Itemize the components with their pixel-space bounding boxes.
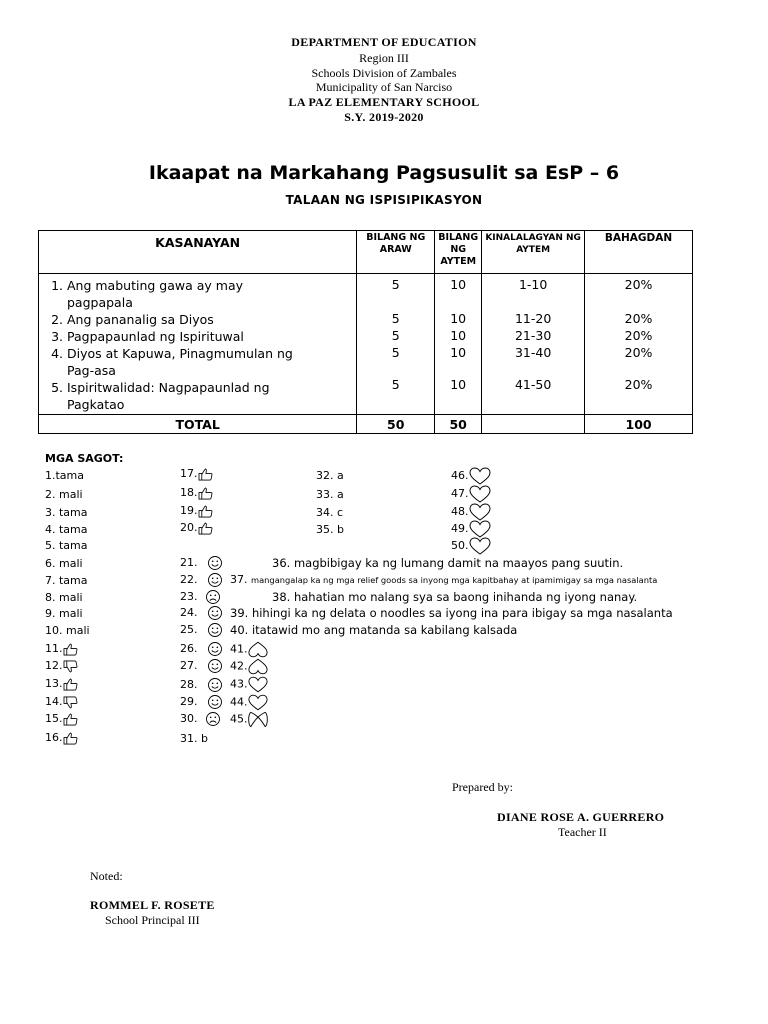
answer-40: 40. itatawid mo ang matanda sa kabilang kalsada [230, 623, 518, 637]
answer-9: 9. mali [45, 607, 83, 620]
answer-1: 1.tama [45, 469, 85, 482]
answer-36: 36. magbibigay ka ng lumang damit na maayos pang suutin. [272, 556, 624, 570]
heart-icon [469, 467, 491, 485]
answer-6: 6. mali [45, 557, 83, 570]
header-kinalalagyan: KINALALAGYAN NG AYTEM [482, 231, 585, 274]
aytem-cell: 10 10 10 10 10 [435, 274, 482, 415]
header-kasanayan: KASANAYAN [39, 231, 357, 274]
answer-25: 25. [180, 622, 223, 638]
department-heading: DEPARTMENT OF EDUCATION [291, 35, 477, 49]
answer-38: 38. hahatian mo nalang sya sa baong inihanda ng iyong nanay. [272, 590, 638, 604]
header-bilang-aytem: BILANG NG AYTEM [435, 231, 482, 274]
principal-title: School Principal III [105, 913, 200, 927]
answer-42: 42. [230, 658, 268, 675]
total-aytem: 50 [435, 415, 482, 434]
answer-43: 43. [230, 676, 268, 693]
heart-icon [469, 520, 491, 538]
answer-46: 46. [451, 467, 491, 485]
answer-4: 4. tama [45, 523, 88, 536]
answer-21: 21. [180, 555, 223, 571]
specification-table [38, 230, 693, 434]
answer-8: 8. mali [45, 591, 83, 604]
skill-item: 5. Ispiritwalidad: Nagpapaunlad ng Pagkatao [51, 380, 270, 412]
exam-title: Ikaapat na Markahang Pagsusulit sa EsP – 6 [148, 162, 620, 184]
answer-32: 32. a [316, 469, 344, 482]
answer-31: 31. b [180, 732, 208, 745]
total-bahagdan: 100 [585, 415, 693, 434]
answer-13: 13. [45, 677, 78, 691]
smiley-icon [207, 622, 223, 638]
division-text: Schools Division of Zambales [311, 66, 457, 80]
table-body-row [39, 274, 693, 415]
school-name: LA PAZ ELEMENTARY SCHOOL [288, 95, 480, 109]
thumbs-up-icon [63, 713, 78, 726]
prepared-by-label: Prepared by: [452, 780, 513, 794]
thumbs-up-icon [198, 505, 213, 518]
frown-icon [205, 711, 221, 727]
table-header-row [39, 231, 693, 274]
skill-item: 2. Ang pananalig sa Diyos [51, 312, 214, 327]
smiley-icon [207, 677, 223, 693]
smiley-icon [207, 555, 223, 571]
smiley-icon [207, 694, 223, 710]
answer-50: 50. [451, 537, 491, 555]
answer-35: 35. b [316, 523, 344, 536]
heart-icon [248, 676, 268, 693]
thumbs-up-icon [198, 487, 213, 500]
municipality-text: Municipality of San Narciso [315, 80, 453, 94]
thumbs-down-icon [63, 696, 78, 709]
header-bilang-araw: BILANG NG ARAW [357, 231, 435, 274]
answer-24: 24. [180, 605, 223, 621]
heart-icon [469, 485, 491, 503]
answer-16: 16. [45, 731, 78, 745]
bahagdan-cell: 20% 20% 20% 20% 20% [585, 274, 693, 415]
thumbs-down-icon [63, 660, 78, 673]
answer-7: 7. tama [45, 574, 88, 587]
answer-5: 5. tama [45, 539, 88, 552]
answer-14: 14. [45, 695, 78, 709]
heart-icon [469, 503, 491, 521]
answer-37: 37. mangangalap ka ng mga relief goods sa inyong mga kapitbahay at ipamimigay sa mga nasalanta [230, 573, 658, 586]
answer-17: 17. [180, 467, 213, 481]
thumbs-up-icon [63, 732, 78, 745]
answer-2: 2. mali [45, 488, 83, 501]
answer-23: 23. [180, 589, 221, 605]
principal-name: ROMMEL F. ROSETE [90, 898, 215, 912]
heart-upside-down-icon [248, 658, 268, 675]
heart-icon [248, 694, 268, 711]
answer-10: 10. mali [45, 624, 90, 637]
answer-41: 41. [230, 641, 268, 658]
crossed-heart-icon [248, 711, 268, 728]
answer-27: 27. [180, 658, 223, 674]
total-kinalalagyan [482, 415, 585, 434]
answer-18: 18. [180, 486, 213, 500]
skills-cell [39, 274, 357, 415]
answer-30: 30. [180, 711, 221, 727]
answer-33: 33. a [316, 488, 344, 501]
smiley-icon [207, 658, 223, 674]
thumbs-up-icon [198, 468, 213, 481]
answers-heading: MGA SAGOT: [45, 452, 124, 465]
answer-47: 47. [451, 485, 491, 503]
answer-44: 44. [230, 694, 268, 711]
thumbs-up-icon [63, 643, 78, 656]
total-row [39, 415, 693, 434]
preparer-name: DIANE ROSE A. GUERRERO [497, 810, 665, 824]
skill-item: 3. Pagpapaunlad ng Ispirituwal [51, 329, 244, 344]
answer-12: 12. [45, 659, 78, 673]
heart-upside-down-icon [248, 641, 268, 658]
answer-22: 22. [180, 572, 223, 588]
skill-item: 4. Diyos at Kapuwa, Pinagmumulan ng Pag-asa [51, 346, 293, 378]
preparer-title: Teacher II [558, 825, 607, 839]
answer-34: 34. c [316, 506, 344, 519]
answer-15: 15. [45, 712, 78, 726]
frown-icon [205, 589, 221, 605]
heart-icon [469, 537, 491, 555]
total-label: TOTAL [39, 415, 357, 434]
answer-29: 29. [180, 694, 223, 710]
answer-19: 19. [180, 504, 213, 518]
araw-cell: 5 5 5 5 5 [357, 274, 435, 415]
smiley-icon [207, 572, 223, 588]
header-bahagdan: BAHAGDAN [585, 231, 693, 274]
answer-20: 20. [180, 521, 213, 535]
answer-26: 26. [180, 641, 223, 657]
skill-item: 1. Ang mabuting gawa ay may pagpapala [51, 278, 243, 310]
answer-28: 28. [180, 677, 223, 693]
answer-45: 45. [230, 711, 268, 728]
school-year: S.Y. 2019-2020 [344, 110, 424, 124]
noted-label: Noted: [90, 869, 123, 883]
answer-48: 48. [451, 503, 491, 521]
thumbs-up-icon [198, 522, 213, 535]
answer-11: 11. [45, 642, 78, 656]
smiley-icon [207, 641, 223, 657]
answer-39: 39. hihingi ka ng delata o noodles sa iyong ina para ibigay sa mga nasalanta [230, 606, 673, 620]
thumbs-up-icon [63, 678, 78, 691]
region-text: Region III [359, 51, 409, 65]
smiley-icon [207, 605, 223, 621]
kinalalagyan-cell: 1-10 11-20 21-30 31-40 41-50 [482, 274, 585, 415]
answer-49: 49. [451, 520, 491, 538]
table-subtitle: TALAAN NG ISPISIPIKASYON [285, 193, 483, 207]
answer-3: 3. tama [45, 506, 88, 519]
total-araw: 50 [357, 415, 435, 434]
